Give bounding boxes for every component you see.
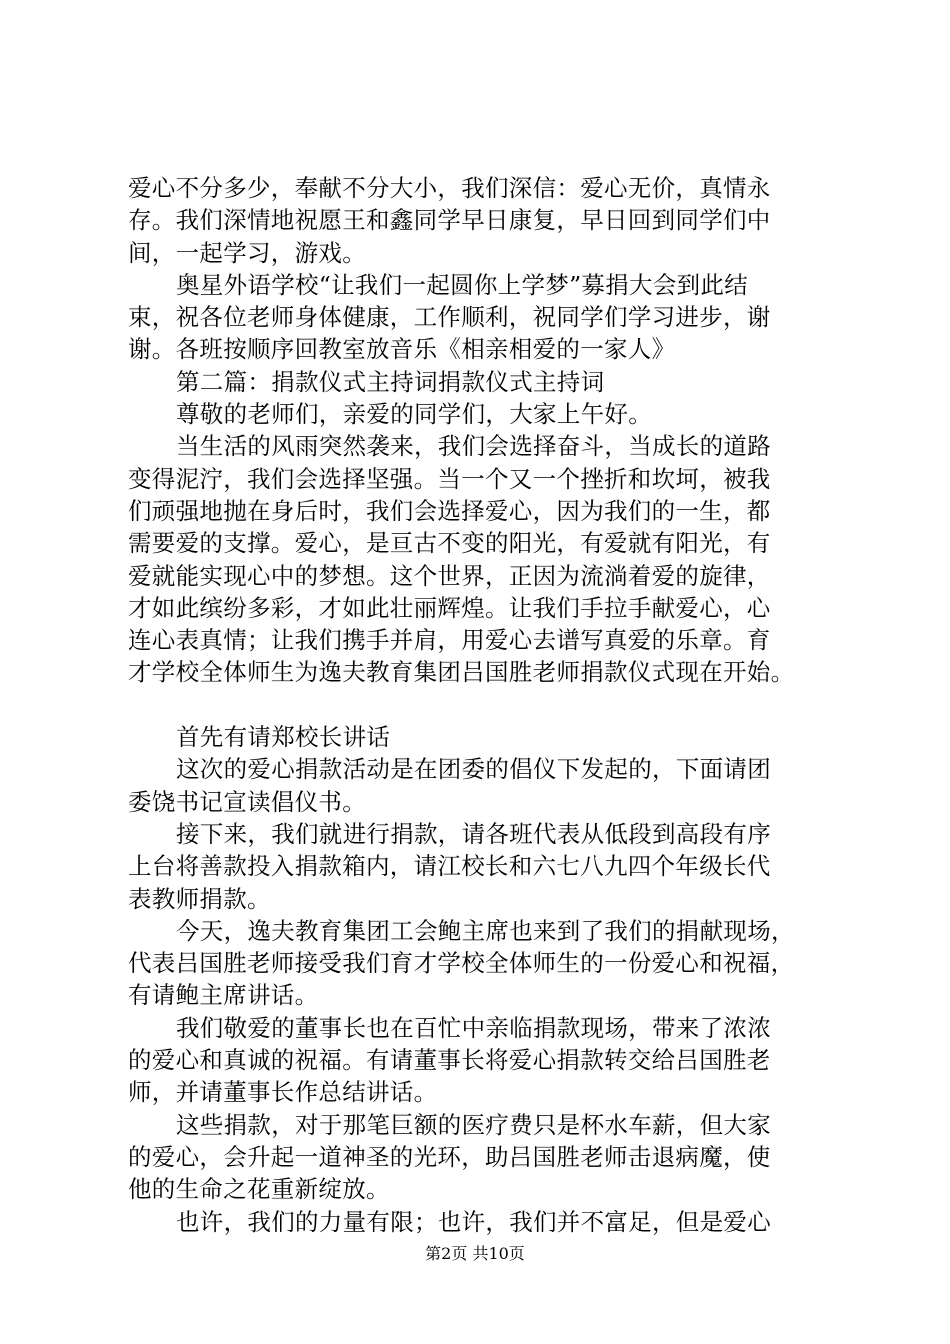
text-line: 爱心不分多少，奉献不分大小，我们深信：爱心无价，真情永: [128, 174, 771, 202]
text-line: 才如此缤纷多彩，才如此壮丽辉煌。让我们手拉手献爱心，心: [128, 593, 771, 622]
paragraph-start-line: 这些捐款，对于那笔巨额的医疗费只是杯水车薪，但大家: [176, 1110, 771, 1139]
paragraph-start-line: 首先有请郑校长讲话: [176, 723, 391, 752]
text-line: 爱就能实现心中的梦想。这个世界，正因为流淌着爱的旋律，: [128, 561, 771, 590]
paragraph-start-line: 这次的爱心捐款活动是在团委的倡仪下发起的，下面请团: [176, 755, 771, 784]
text-line: 才学校全体师生为逸夫教育集团吕国胜老师捐款仪式现在开始。: [128, 658, 795, 687]
page-number-footer: 第2页 共10页: [425, 1244, 525, 1263]
document-body: [128, 172, 840, 1238]
text-line: 存。我们深情地祝愿王和鑫同学早日康复，早日回到同学们中: [128, 206, 771, 235]
paragraph-start-line: 今天，逸夫教育集团工会鲍主席也来到了我们的捐献现场，: [176, 916, 795, 945]
paragraph-start-line: 奥星外语学校“让我们一起圆你上学梦”募捐大会到此结: [176, 270, 749, 299]
paragraph-start-line: 接下来，我们就进行捐款，请各班代表从低段到高段有序: [176, 819, 771, 848]
text-line: 谢。各班按顺序回教室放音乐《相亲相爱的一家人》: [128, 335, 676, 364]
text-line: 表教师捐款。: [128, 884, 271, 913]
text-line: 代表吕国胜老师接受我们育才学校全体师生的一份爱心和祝福，: [128, 949, 795, 978]
section-heading: 第二篇：捐款仪式主持词捐款仪式主持词: [176, 367, 605, 396]
text-line: 连心表真情；让我们携手并肩，用爱心去谱写真爱的乐章。育: [128, 626, 771, 655]
paragraph-start-line: 当生活的风雨突然袭来，我们会选择奋斗，当成长的道路: [176, 432, 771, 461]
paragraph-start-line: 也许，我们的力量有限；也许，我们并不富足，但是爱心: [176, 1207, 771, 1236]
text-line: 的爱心，会升起一道神圣的光环，助吕国胜老师击退病魔，使: [128, 1142, 771, 1171]
blank-line: [128, 689, 840, 721]
paragraph-start-line: 我们敬爱的董事长也在百忙中亲临捐款现场，带来了浓浓: [176, 1013, 771, 1042]
text-line: 上台将善款投入捐款箱内，请江校长和六七八九四个年级长代: [128, 852, 771, 881]
paragraph-start-line: 尊敬的老师们，亲爱的同学们，大家上午好。: [176, 400, 652, 429]
text-line: 委饶书记宣读倡仪书。: [128, 787, 366, 816]
text-line: 们顽强地抛在身后时，我们会选择爱心，因为我们的一生，都: [128, 496, 771, 525]
text-line: 师，并请董事长作总结讲话。: [128, 1078, 438, 1107]
text-line: 束，祝各位老师身体健康，工作顺利，祝同学们学习进步，谢: [128, 303, 771, 332]
text-line: 的爱心和真诚的祝福。有请董事长将爱心捐款转交给吕国胜老: [128, 1046, 771, 1075]
text-line: 有请鲍主席讲话。: [128, 981, 319, 1010]
text-line: 变得泥泞，我们会选择坚强。当一个又一个挫折和坎坷，被我: [128, 464, 771, 493]
text-line: 需要爱的支撑。爱心，是亘古不变的阳光，有爱就有阳光，有: [128, 529, 771, 558]
text-line: 间，一起学习，游戏。: [128, 238, 366, 267]
text-line: 他的生命之花重新绽放。: [128, 1175, 390, 1204]
